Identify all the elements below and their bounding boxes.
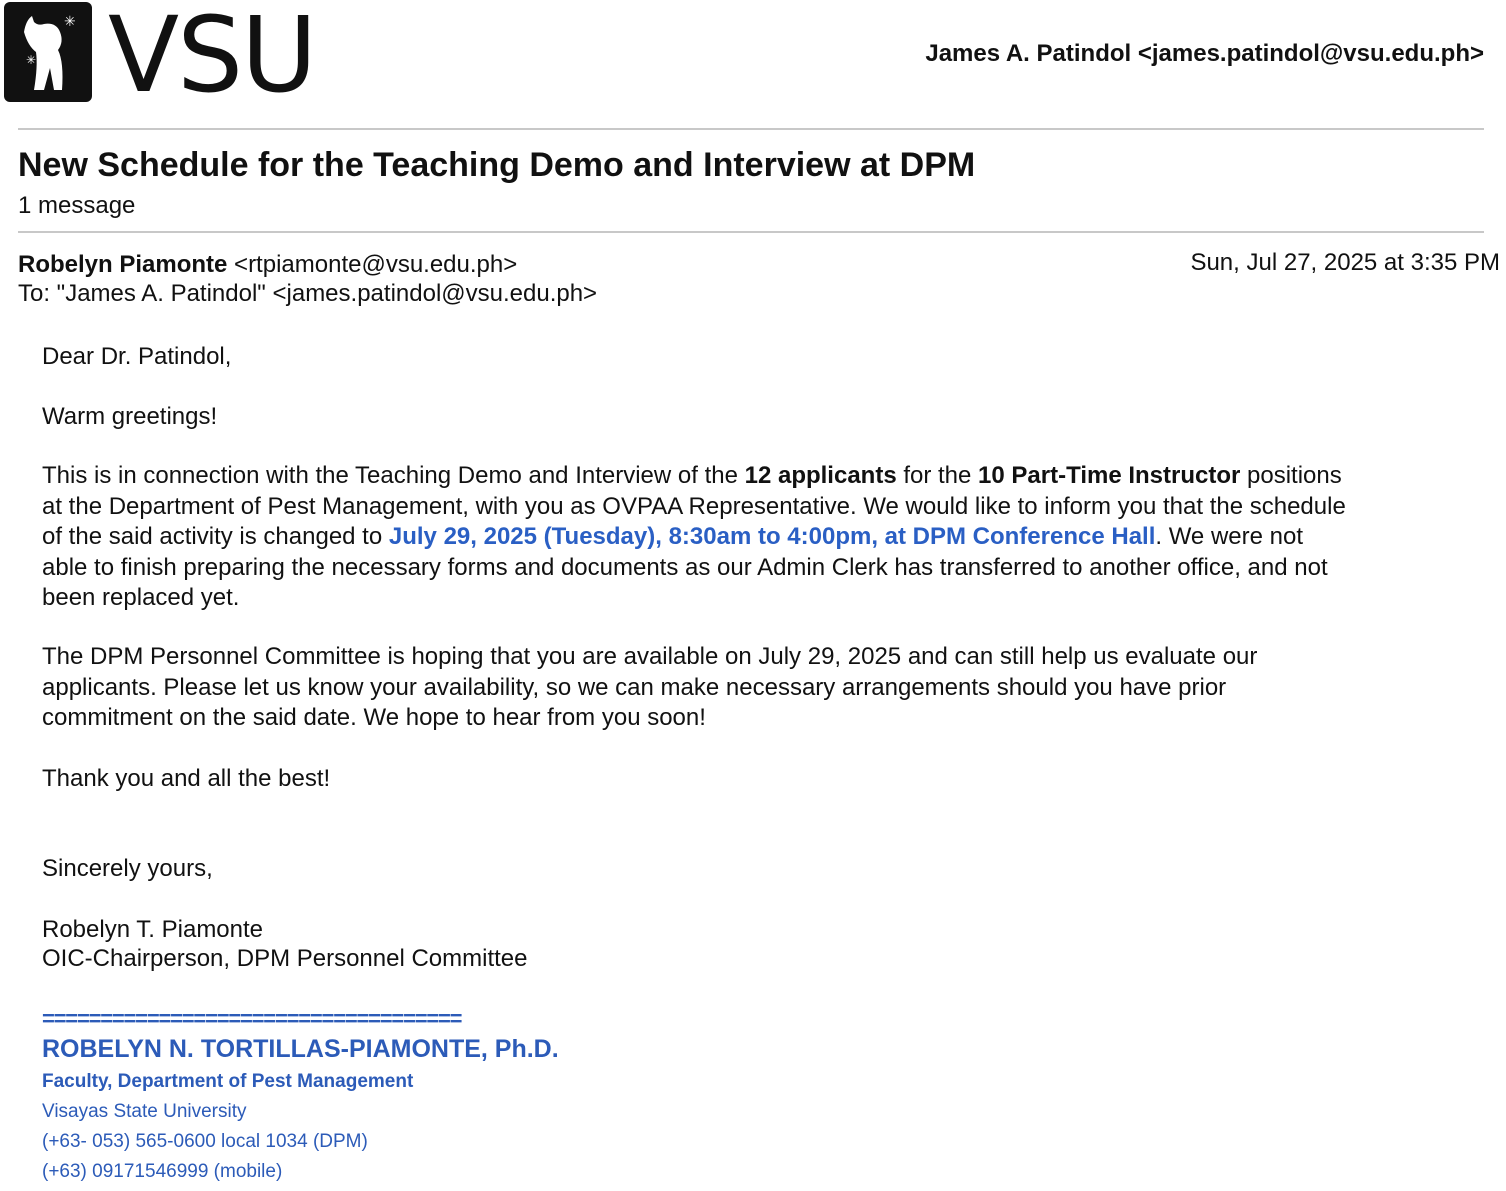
message-count: 1 message: [18, 192, 136, 219]
applicant-count: 12 applicants: [744, 462, 897, 489]
account-header: James A. Patindol <james.patindol@vsu.edu.ph>: [925, 40, 1484, 67]
svg-text:✳: ✳: [64, 13, 76, 29]
signature-name: ROBELYN N. TORTILLAS-PIAMONTE, Ph.D.: [42, 1035, 559, 1063]
text: The DPM Personnel Committee is hoping that you are available on July 29, 2025 and can still help us evaluate our: [42, 643, 1258, 670]
text: able to finish preparing the necessary forms and documents as our Admin Clerk has transferred to another office, and not: [42, 553, 1328, 581]
email-subject: New Schedule for the Teaching Demo and Interview at DPM: [18, 146, 976, 184]
greeting: Dear Dr. Patindol,: [42, 343, 232, 370]
text: for the: [896, 462, 979, 489]
sender: [18, 251, 517, 279]
signature-university: Visayas State University: [42, 1101, 247, 1122]
signer-title: OIC-Chairperson, DPM Personnel Committee: [42, 945, 528, 972]
text: commitment on the said date. We hope to hear from you soon!: [42, 704, 706, 731]
text: at the Department of Pest Management, with you as OVPAA Representative. We would like to inform you that the schedule: [42, 492, 1346, 520]
text: applicants. Please let us know your availability, so we can make necessary arrangements should you have prior: [42, 673, 1227, 701]
message-date: Sun, Jul 27, 2025 at 3:35 PM: [1190, 249, 1500, 276]
paragraph-1: [42, 461, 1346, 614]
signature-mobile: (+63) 09171546999 (mobile): [42, 1161, 283, 1182]
divider: [18, 231, 1484, 233]
signer-name: Robelyn T. Piamonte: [42, 916, 264, 943]
recipient: To: "James A. Patindol" <james.patindol@vsu.edu.ph>: [18, 280, 598, 307]
signature-phone: (+63- 053) 565-0600 local 1034 (DPM): [42, 1131, 368, 1152]
signature-divider: ====================================: [42, 1006, 462, 1031]
svg-text:✳: ✳: [26, 53, 37, 67]
closing: Sincerely yours,: [42, 855, 213, 882]
sender-name: Robelyn Piamonte: [18, 251, 228, 278]
divider: [18, 128, 1484, 130]
text: been replaced yet.: [42, 584, 240, 611]
text: This is in connection with the Teaching Demo and Interview of the: [42, 462, 745, 489]
text: . We were not: [1155, 523, 1303, 550]
position-count: 10 Part-Time Instructor: [978, 462, 1241, 489]
thanks: Thank you and all the best!: [42, 765, 331, 792]
paragraph-2: [42, 642, 1257, 734]
opening: Warm greetings!: [42, 403, 218, 430]
signature-position: Faculty, Department of Pest Management: [42, 1071, 414, 1092]
text: positions: [1240, 462, 1342, 489]
vsu-logo-text: VSU: [108, 0, 316, 116]
text: of the said activity is changed to: [42, 523, 389, 550]
vsu-logo-icon: [4, 2, 92, 102]
sender-email: <rtpiamonte@vsu.edu.ph>: [234, 251, 518, 278]
schedule-highlight: July 29, 2025 (Tuesday), 8:30am to 4:00pm, at DPM Conference Hall: [388, 523, 1156, 550]
